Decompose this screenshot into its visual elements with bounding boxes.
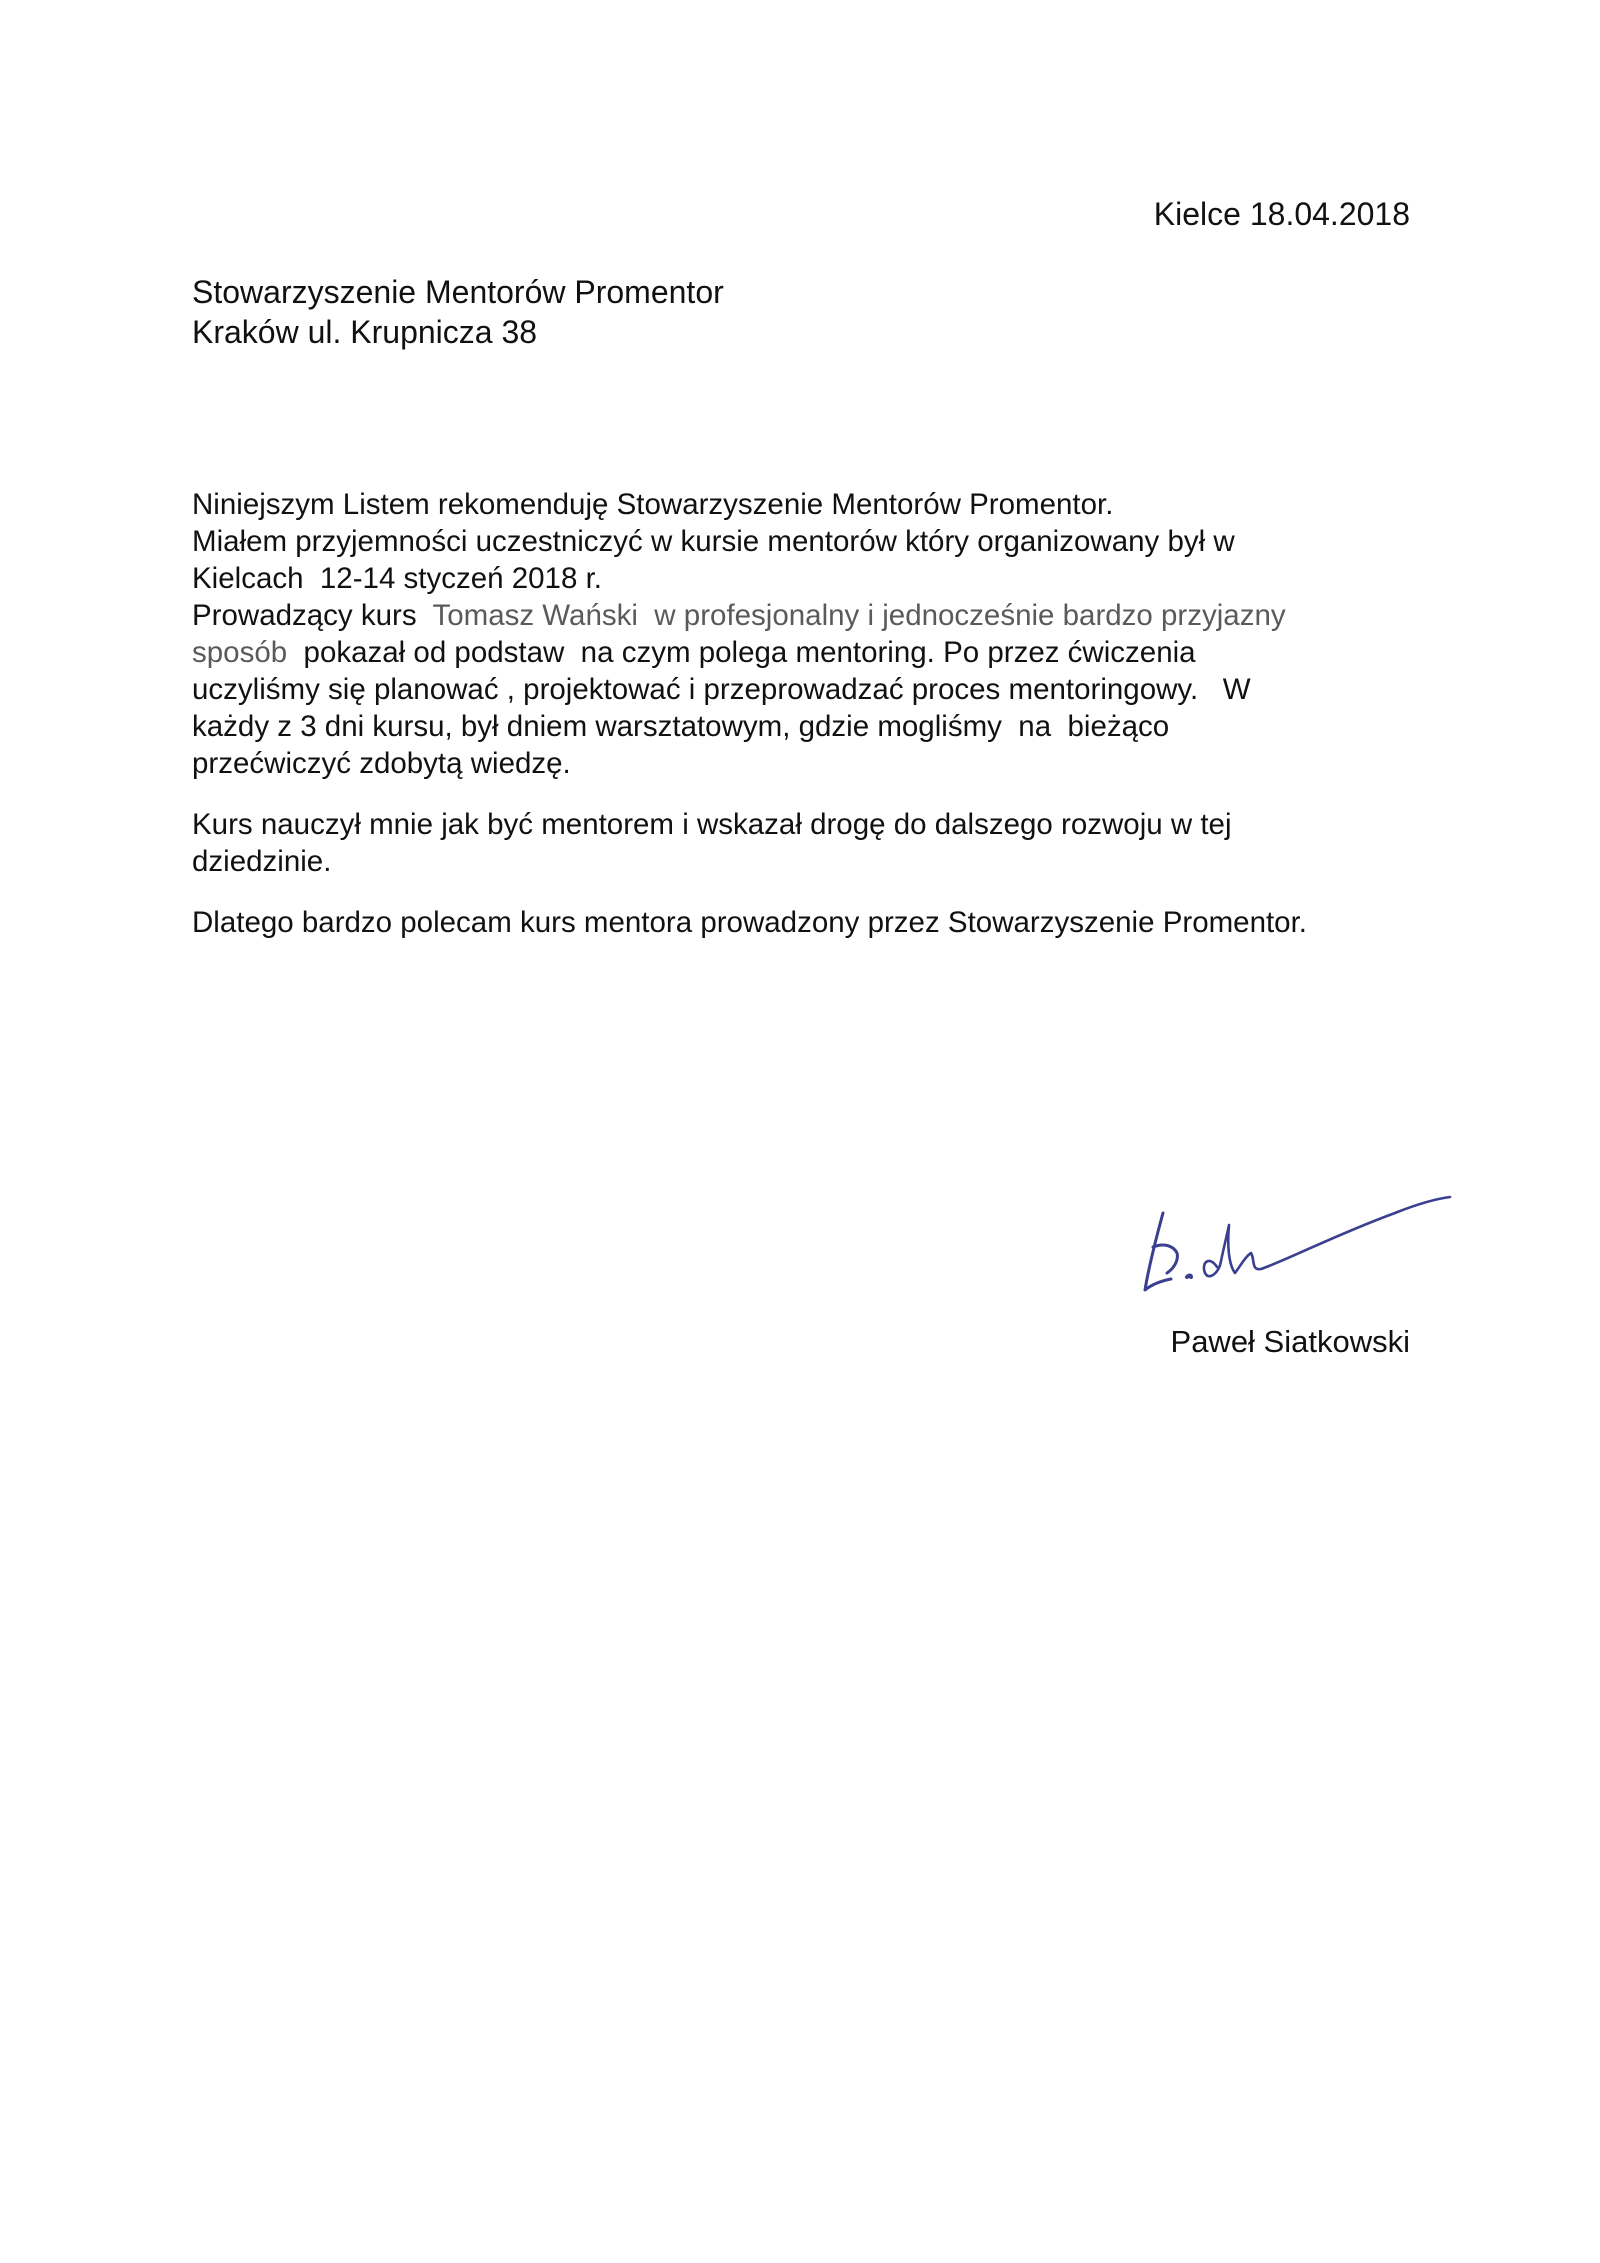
signatory-name: Paweł Siatkowski — [1170, 1324, 1410, 1359]
body-line: Niniejszym Listem rekomenduję Stowarzyszenie Mentorów Promentor. — [192, 488, 1114, 521]
body-text: Prowadzący kurs — [192, 599, 433, 632]
body-line: każdy z 3 dni kursu, był dniem warsztatowym, gdzie mogliśmy na bieżąco — [192, 710, 1170, 743]
letter-date: Kielce 18.04.2018 — [1153, 196, 1410, 232]
recipient-address: Kraków ul. Krupnicza 38 — [192, 314, 538, 350]
body-line: uczyliśmy się planować , projektować i przeprowadzać proces mentoringowy. W — [192, 673, 1251, 706]
recipient-block — [192, 272, 724, 352]
body-line: przećwiczyć zdobytą wiedzę. — [192, 747, 571, 780]
letter-body — [192, 486, 1442, 941]
body-line: Kurs nauczył mnie jak być mentorem i wskazał drogę do dalszego rozwoju w tej — [192, 808, 1232, 841]
paragraph-3 — [192, 904, 1442, 941]
recipient-name: Stowarzyszenie Mentorów Promentor — [192, 274, 724, 310]
handwritten-signature — [1105, 1195, 1460, 1315]
signature-strokes — [1145, 1197, 1450, 1290]
body-line — [192, 597, 1442, 634]
body-line: dziedzinie. — [192, 845, 332, 878]
body-text-gray: sposób — [192, 636, 288, 669]
body-line — [192, 634, 1442, 671]
body-text-gray: Tomasz Wański w profesjonalny i jednocześnie bardzo przyjazny — [432, 599, 1286, 632]
body-line: Miałem przyjemności uczestniczyć w kursie mentorów który organizowany był w — [192, 525, 1235, 558]
body-text: pokazał od podstaw na czym polega mentoring. Po przez ćwiczenia — [287, 636, 1196, 669]
body-line: Dlatego bardzo polecam kurs mentora prowadzony przez Stowarzyszenie Promentor. — [192, 906, 1307, 939]
body-line: Kielcach 12-14 styczeń 2018 r. — [192, 562, 602, 595]
paragraph-2 — [192, 806, 1442, 880]
paragraph-1 — [192, 486, 1442, 782]
